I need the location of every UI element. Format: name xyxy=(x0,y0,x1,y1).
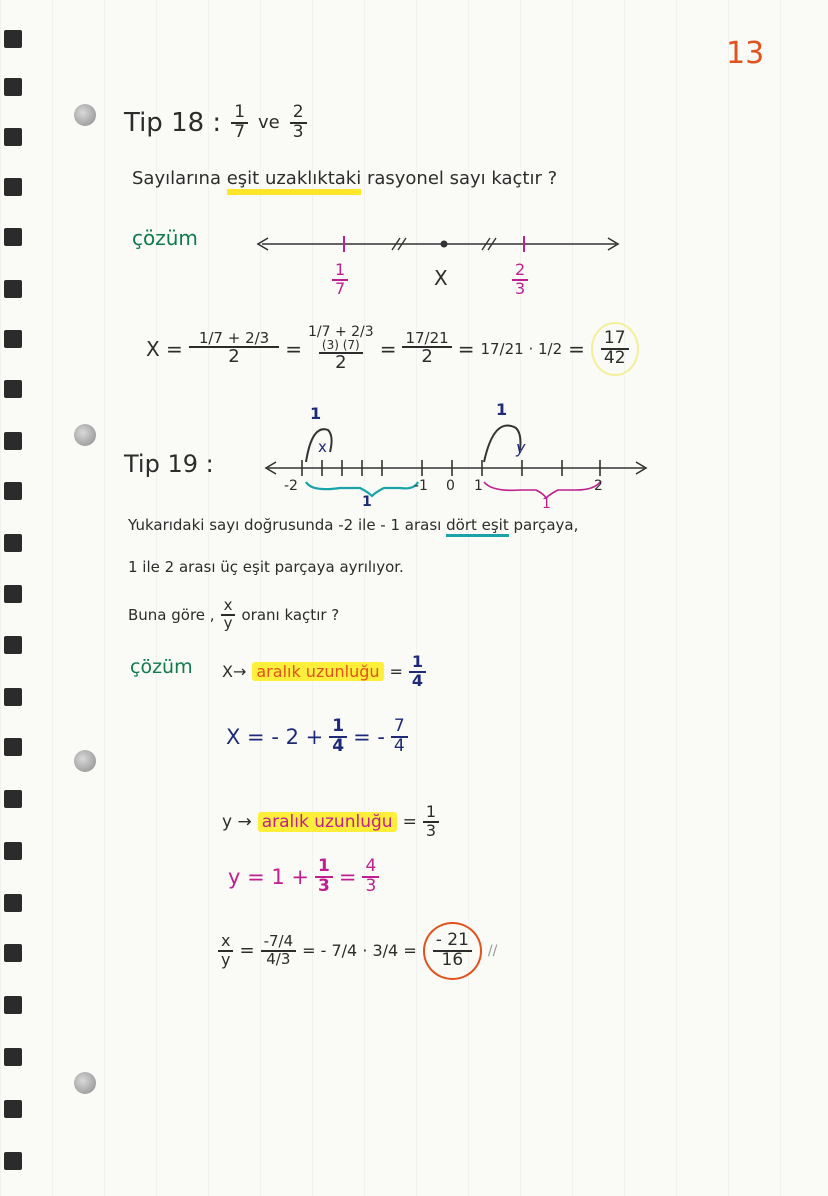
arc-right-var: y xyxy=(516,438,526,457)
y-interval-highlight: aralık uzunluğu xyxy=(258,812,397,832)
nl18-left-label: $\frac{1}{7}$ xyxy=(332,262,348,298)
eq18-result: $\frac{17}{42}$ xyxy=(591,322,639,376)
tip18-frac2: $\frac{2}{3}$ xyxy=(290,104,307,142)
x-interval-highlight: aralık uzunluğu xyxy=(252,662,383,681)
tip19-question-line1: Yukarıdaki sayı doğrusunda -2 ile - 1 arası dört eşit parçaya, xyxy=(128,516,578,534)
tip18-equation: X = $\frac{1/7 + 2/3}{2}$ = 1/7 + 2/3 (3) (7) 2 = $\frac{17/21}{2}$ = 17/21 · 1/2 = $\frac{17}{42}$ xyxy=(146,322,639,376)
arc-right-num: 1 xyxy=(496,400,508,419)
tip18-conj: ve xyxy=(258,112,280,134)
eq18-step1: $\frac{1/7 + 2/3}{2}$ xyxy=(189,331,279,368)
x-value-line: X = - 2 + $\frac{1}{4}$ = - $\frac{7}{4}$ xyxy=(226,718,408,756)
page-number: 13 xyxy=(726,36,765,71)
tip18-label: Tip 18 : xyxy=(124,107,222,138)
tip18-frac1: $\frac{1}{7}$ xyxy=(231,104,248,142)
eq18-step3: $\frac{17/21}{2}$ xyxy=(402,331,451,368)
tip19-label: Tip 19 : xyxy=(124,450,214,478)
tick-label-1: 1 xyxy=(474,478,483,494)
tip19-question-line3: Buna göre , $\frac{x}{y}$ oranı kaçtır ? xyxy=(128,596,340,632)
tick-label-2: 2 xyxy=(594,478,603,494)
nl18-mid-label: X xyxy=(434,266,448,290)
tip19-question-line2: 1 ile 2 arası üç eşit parçaya ayrılıyor. xyxy=(128,558,404,576)
brace-right-label: 1 xyxy=(542,496,551,512)
y-interval-line: y → aralık uzunluğu = $\frac{1}{3}$ xyxy=(222,804,439,840)
eq18-step4: 17/21 · 1/2 xyxy=(480,339,563,358)
y-value-line: y = 1 + $\frac{1}{3}$ = $\frac{4}{3}$ xyxy=(228,858,379,896)
highlight-equidistant: eşit uzaklıktaki xyxy=(227,168,361,195)
eq18-step2: 1/7 + 2/3 (3) (7) 2 xyxy=(307,323,374,374)
x-interval-line: X→ aralık uzunluğu = $\frac{1}{4}$ xyxy=(222,654,426,690)
tip19-cozum: çözüm xyxy=(130,656,193,678)
brace-left-label: 1 xyxy=(362,494,372,510)
ratio-line: $\frac{x}{y}$ = $\frac{-7/4}{4/3}$ = - 7/4 · 3/4 = $\frac{- 21}{16}$ // xyxy=(218,922,497,980)
nl18-right-label: $\frac{2}{3}$ xyxy=(512,262,528,298)
tip18-question: Sayılarına eşit uzaklıktaki rasyonel sayı kaçtır ? xyxy=(132,168,557,189)
tick-label-0: 0 xyxy=(446,478,455,494)
arc-left-num: 1 xyxy=(310,404,322,423)
tick-label-neg2: -2 xyxy=(284,478,298,494)
arc-left-var: x xyxy=(318,438,327,456)
tip18-cozum: çözüm xyxy=(132,226,198,250)
underline-four-equal: dört eşit xyxy=(446,516,509,537)
tick-label-neg1: -1 xyxy=(414,478,428,494)
final-answer: $\frac{- 21}{16}$ xyxy=(423,922,482,980)
done-mark: // xyxy=(487,942,498,959)
